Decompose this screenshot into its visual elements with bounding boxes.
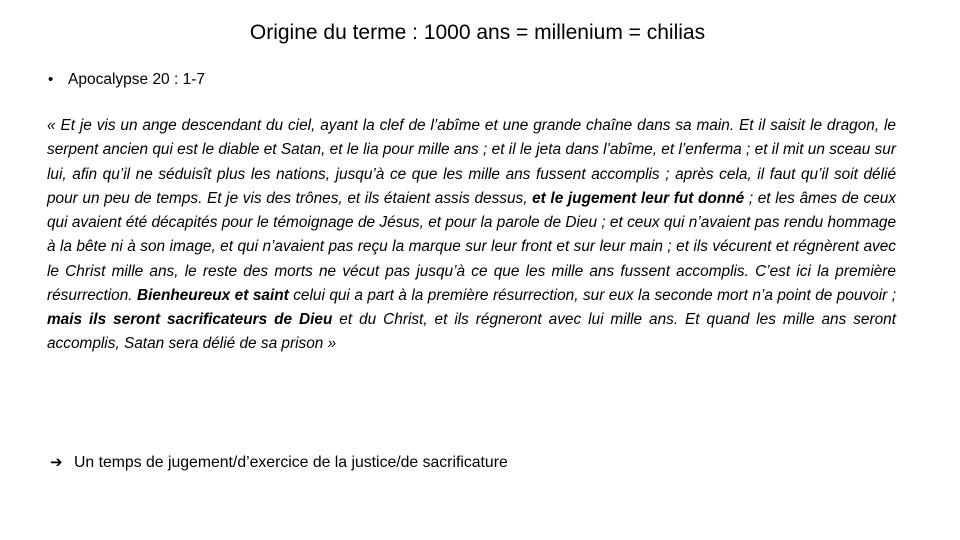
conclusion-text: Un temps de jugement/d’exercice de la justice/de sacrificature xyxy=(74,454,508,471)
right-arrow-icon: ➔ xyxy=(50,453,63,471)
quote-text: celui qui a part à la première résurrection, sur eux la seconde mort n’a point de pouvoir ; xyxy=(288,286,896,304)
quote-emphasis: mais ils seront sacrificateurs de Dieu xyxy=(47,311,333,328)
bullet-text: Apocalypse 20 : 1-7 xyxy=(68,71,206,88)
quote-emphasis: Bienheureux et saint xyxy=(137,286,289,304)
conclusion-line xyxy=(50,451,508,474)
bullet-item xyxy=(48,70,205,90)
quote-emphasis: et le jugement leur fut donné xyxy=(532,189,745,207)
quote-text: ; et les âmes de ceux qui avaient été décapités pour le témoignage de Jésus, et pour la parole de Dieu ; et ceux qui n’avaient pas rendu hommage à la bête ni à son image, et qui n’avaient pas reçu la marque sur leur front et sur leur main ; et ils vécurent et régnèrent avec le Christ mille ans, le reste des morts ne vécut pas jusqu’à ce que les mille ans fussent accomplis. C’est ici la première résurrection. xyxy=(47,189,896,304)
bullet-dot-icon: • xyxy=(48,71,54,88)
scripture-quote xyxy=(47,114,896,357)
quote-text: et du Christ, et ils régneront avec lui mille ans. Et quand les mille ans seront accomplis, Satan sera délié de sa prison » xyxy=(47,311,896,353)
page-title: Origine du terme : 1000 ans = millenium = chilias xyxy=(249,21,706,44)
quote-text: « Et je vis un ange descendant du ciel, ayant la clef de l’abîme et une grande chaîne dans sa main. Et il saisit le dragon, le serpent ancien qui est le diable et Satan, et le lia pour mille ans ; et il le jeta dans l’abîme, et l’enferma ; et il mit un sceau sur lui, afin qu’il ne séduisît plus les nations, jusqu’à ce que les mille ans fussent accomplis ; après cela, il faut qu’il soit délié pour un peu de temps. Et je vis des trônes, et ils étaient assis dessus, xyxy=(47,117,896,207)
